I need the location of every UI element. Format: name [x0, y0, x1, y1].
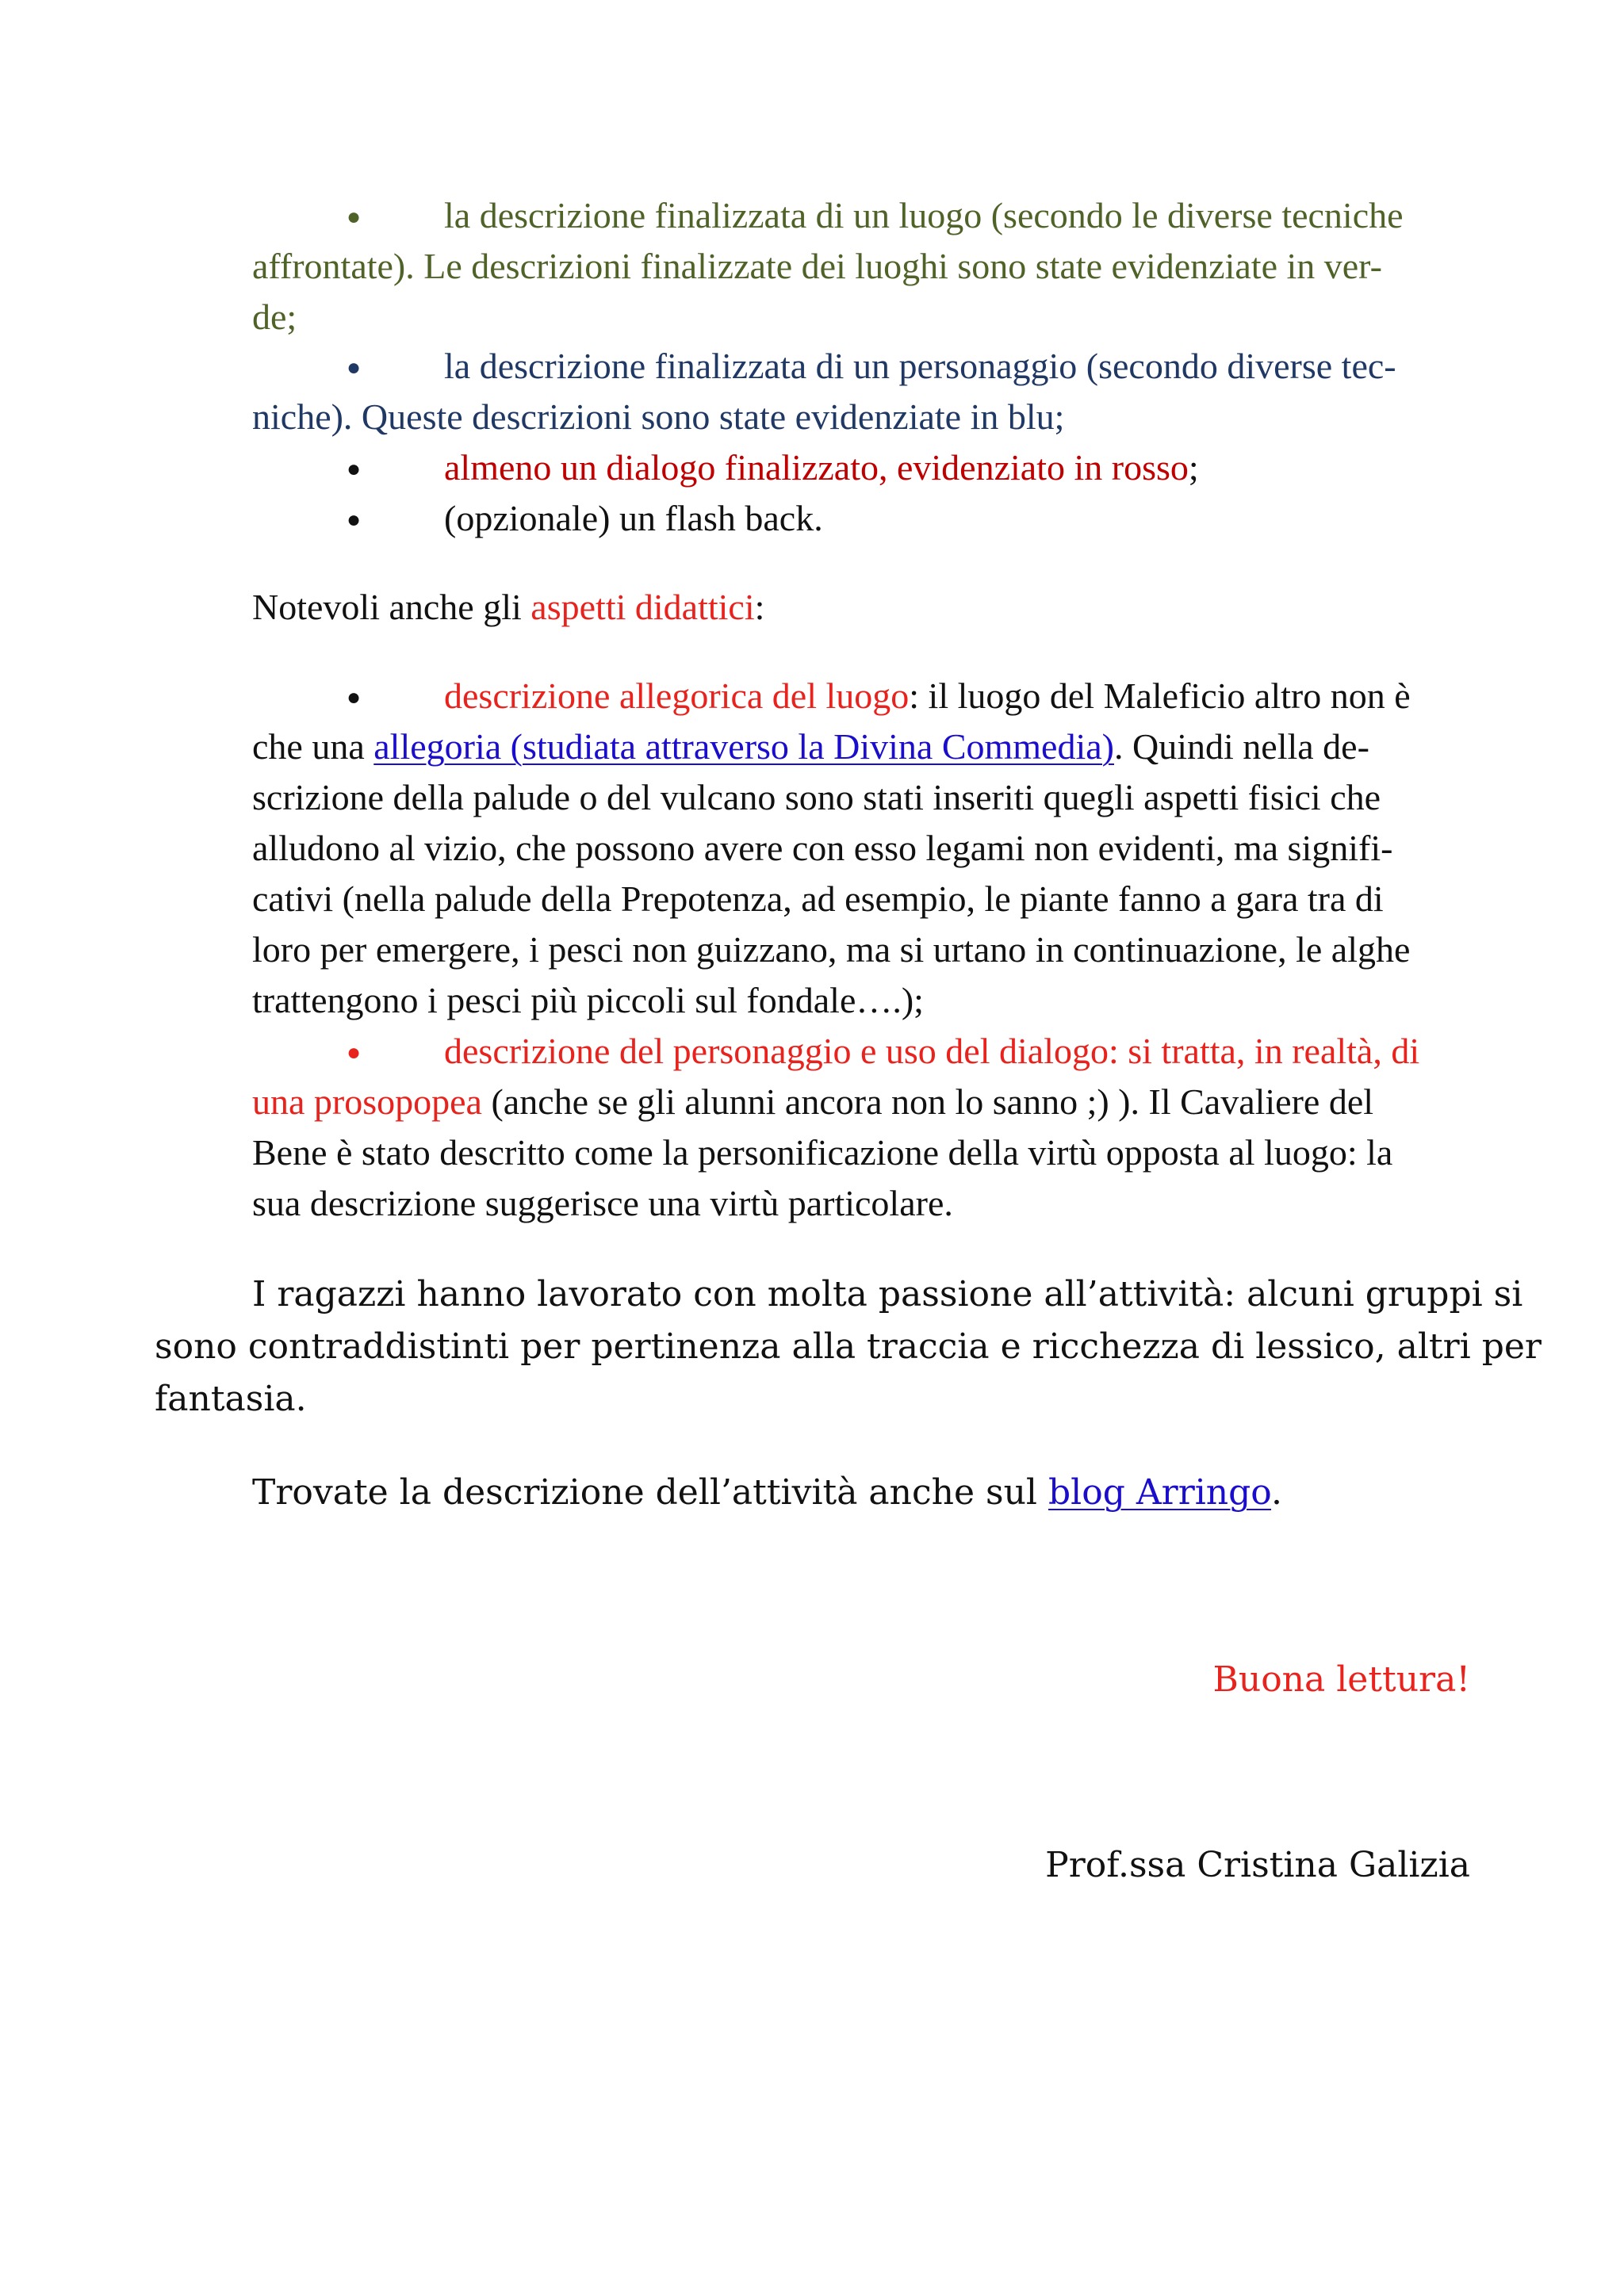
item-text: . Quindi nella de-	[1114, 726, 1369, 767]
section-intro	[252, 582, 764, 633]
list-item-line: cativi (nella palude della Prepotenza, ad esempio, le piante fanno a gara tra di	[252, 878, 1384, 919]
highlight-red: descrizione allegorica del luogo	[444, 675, 910, 716]
list-item-line: alludono al vizio, che possono avere con esso legami non evidenti, ma signifi-	[252, 828, 1393, 868]
list-item-line: de;	[252, 297, 297, 337]
bullet-icon: ●	[347, 507, 362, 533]
bullet-icon: ●	[347, 204, 362, 230]
paragraph-text: .	[1271, 1472, 1283, 1513]
paragraph-text: Trovate la descrizione dell’attività anche sul	[252, 1472, 1048, 1513]
signature: Prof.ssa Cristina Galizia	[1045, 1845, 1470, 1885]
paragraph-line: I ragazzi hanno lavorato con molta passione all’attività: alcuni gruppi si	[252, 1274, 1523, 1314]
paragraph-line	[252, 1467, 1282, 1519]
item-text: : il luogo del Maleficio altro non è	[909, 675, 1411, 716]
list-item-line	[444, 442, 1199, 493]
list-item-line: trattengono i pesci più piccoli sul fondale….);	[252, 980, 924, 1020]
highlight-red: una prosopopea	[252, 1081, 482, 1122]
list-item-line: descrizione del personaggio e uso del dialogo: si tratta, in realtà, di	[444, 1031, 1420, 1071]
list-item-line	[252, 721, 1369, 772]
list-item-line: la descrizione finalizzata di un personaggio (secondo diverse tec-	[444, 346, 1396, 386]
list-item-line: affrontate). Le descrizioni finalizzate dei luoghi sono state evidenziate in ver-	[252, 246, 1382, 286]
bullet-icon: ●	[347, 354, 362, 381]
punctuation: ;	[1188, 447, 1199, 488]
list-item-line: la descrizione finalizzata di un luogo (secondo le diverse tecniche	[444, 195, 1404, 235]
intro-prefix: Notevoli anche gli	[252, 587, 531, 627]
intro-suffix: :	[754, 587, 765, 627]
list-item-line: Bene è stato descritto come la personificazione della virtù opposta al luogo: la	[252, 1132, 1393, 1173]
list-item-line	[444, 671, 1411, 721]
bullet-icon: ●	[347, 456, 362, 482]
bullet-icon: ●	[347, 1039, 362, 1066]
list-item-line	[252, 1077, 1373, 1127]
highlight-red: almeno un dialogo finalizzato, evidenziato in rosso	[444, 447, 1189, 488]
allegoria-link[interactable]: allegoria (studiata attraverso la Divina Commedia)	[373, 726, 1114, 767]
item-text: (anche se gli alunni ancora non lo sanno ;) ). Il Cavaliere del	[481, 1081, 1374, 1122]
closing-greeting: Buona lettura!	[1212, 1659, 1470, 1700]
list-item-line: sua descrizione suggerisce una virtù particolare.	[252, 1183, 953, 1223]
paragraph-line: sono contraddistinti per pertinenza alla traccia e ricchezza di lessico, altri per	[155, 1326, 1542, 1367]
blog-arringo-link[interactable]: blog Arringo	[1048, 1472, 1272, 1513]
list-item-line: loro per emergere, i pesci non guizzano, ma si urtano in continuazione, le alghe	[252, 929, 1411, 970]
list-item-line: scrizione della palude o del vulcano sono stati inseriti quegli aspetti fisici che	[252, 777, 1381, 817]
item-text: che una	[252, 726, 374, 767]
paragraph-line: fantasia.	[155, 1379, 307, 1419]
list-item-line: niche). Queste descrizioni sono state evidenziate in blu;	[252, 396, 1065, 437]
list-item-line: (opzionale) un flash back.	[444, 498, 823, 538]
bullet-icon: ●	[347, 684, 362, 710]
highlight-red: aspetti didattici	[530, 587, 755, 627]
